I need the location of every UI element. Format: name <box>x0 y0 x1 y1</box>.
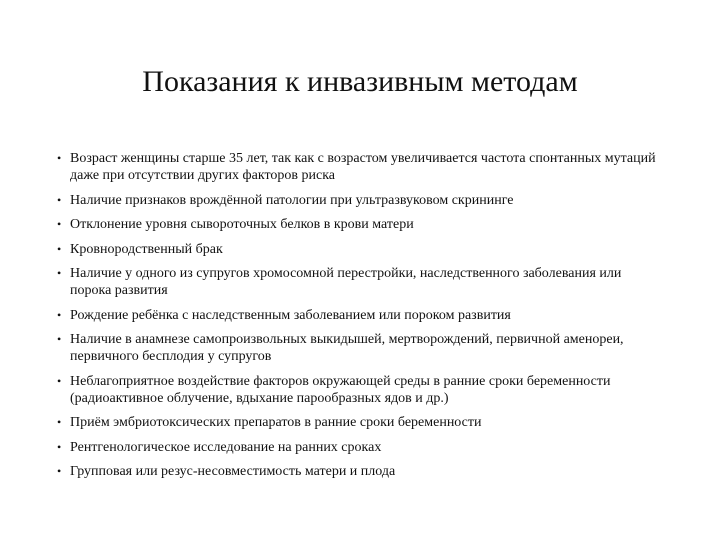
list-item-text: Наличие признаков врождённой патологии при ультразвуковом скрининге <box>70 192 514 208</box>
indications-list <box>57 150 657 488</box>
bullet-icon: • <box>57 151 62 165</box>
bullet-icon: • <box>57 266 62 280</box>
list-item <box>57 265 657 299</box>
list-item-text: Неблагоприятное воздействие факторов окружающей среды в ранние сроки беременности (радиоактивное облучение, вдыхание парообразных ядов и др.) <box>70 373 611 406</box>
list-item-text: Отклонение уровня сывороточных белков в крови матери <box>70 217 414 232</box>
list-item-text: Наличие в анамнезе самопроизвольных выкидышей, мертворождений, первичной аменореи, первичного бесплодия у супругов <box>70 332 624 364</box>
list-item-text: Групповая или резус-несовместимость матери и плода <box>70 464 396 479</box>
bullet-icon: • <box>57 464 62 478</box>
list-item <box>57 331 657 365</box>
list-item <box>57 192 657 209</box>
slide-title: Показания к инвазивным методам <box>142 65 578 98</box>
bullet-icon: • <box>57 415 62 429</box>
bullet-icon: • <box>57 439 62 454</box>
list-item-text: Кровнородственный брак <box>70 241 223 257</box>
list-item <box>57 241 657 258</box>
list-item <box>57 439 657 456</box>
list-item <box>57 150 657 184</box>
bullet-icon: • <box>57 192 62 207</box>
list-item-text: Рентгенологическое исследование на ранних сроках <box>70 439 382 455</box>
bullet-icon: • <box>57 217 62 231</box>
bullet-icon: • <box>57 241 62 256</box>
bullet-icon: • <box>57 332 62 346</box>
bullet-icon: • <box>57 373 62 388</box>
list-item-text: Наличие у одного из супругов хромосомной перестройки, наследственного заболевания или порока развития <box>70 266 622 298</box>
list-item <box>57 463 657 480</box>
list-item-text: Приём эмбриотоксических препаратов в ранние сроки беременности <box>70 415 482 430</box>
list-item-text: Возраст женщины старше 35 лет, так как с возрастом увеличивается частота спонтанных мутаций даже при отсутствии других факторов риска <box>70 151 656 183</box>
list-item-text: Рождение ребёнка с наследственным заболеванием или пороком развития <box>70 307 511 323</box>
list-item <box>57 414 657 431</box>
bullet-icon: • <box>57 307 62 322</box>
list-item <box>57 216 657 233</box>
list-item <box>57 373 657 407</box>
list-item <box>57 307 657 324</box>
